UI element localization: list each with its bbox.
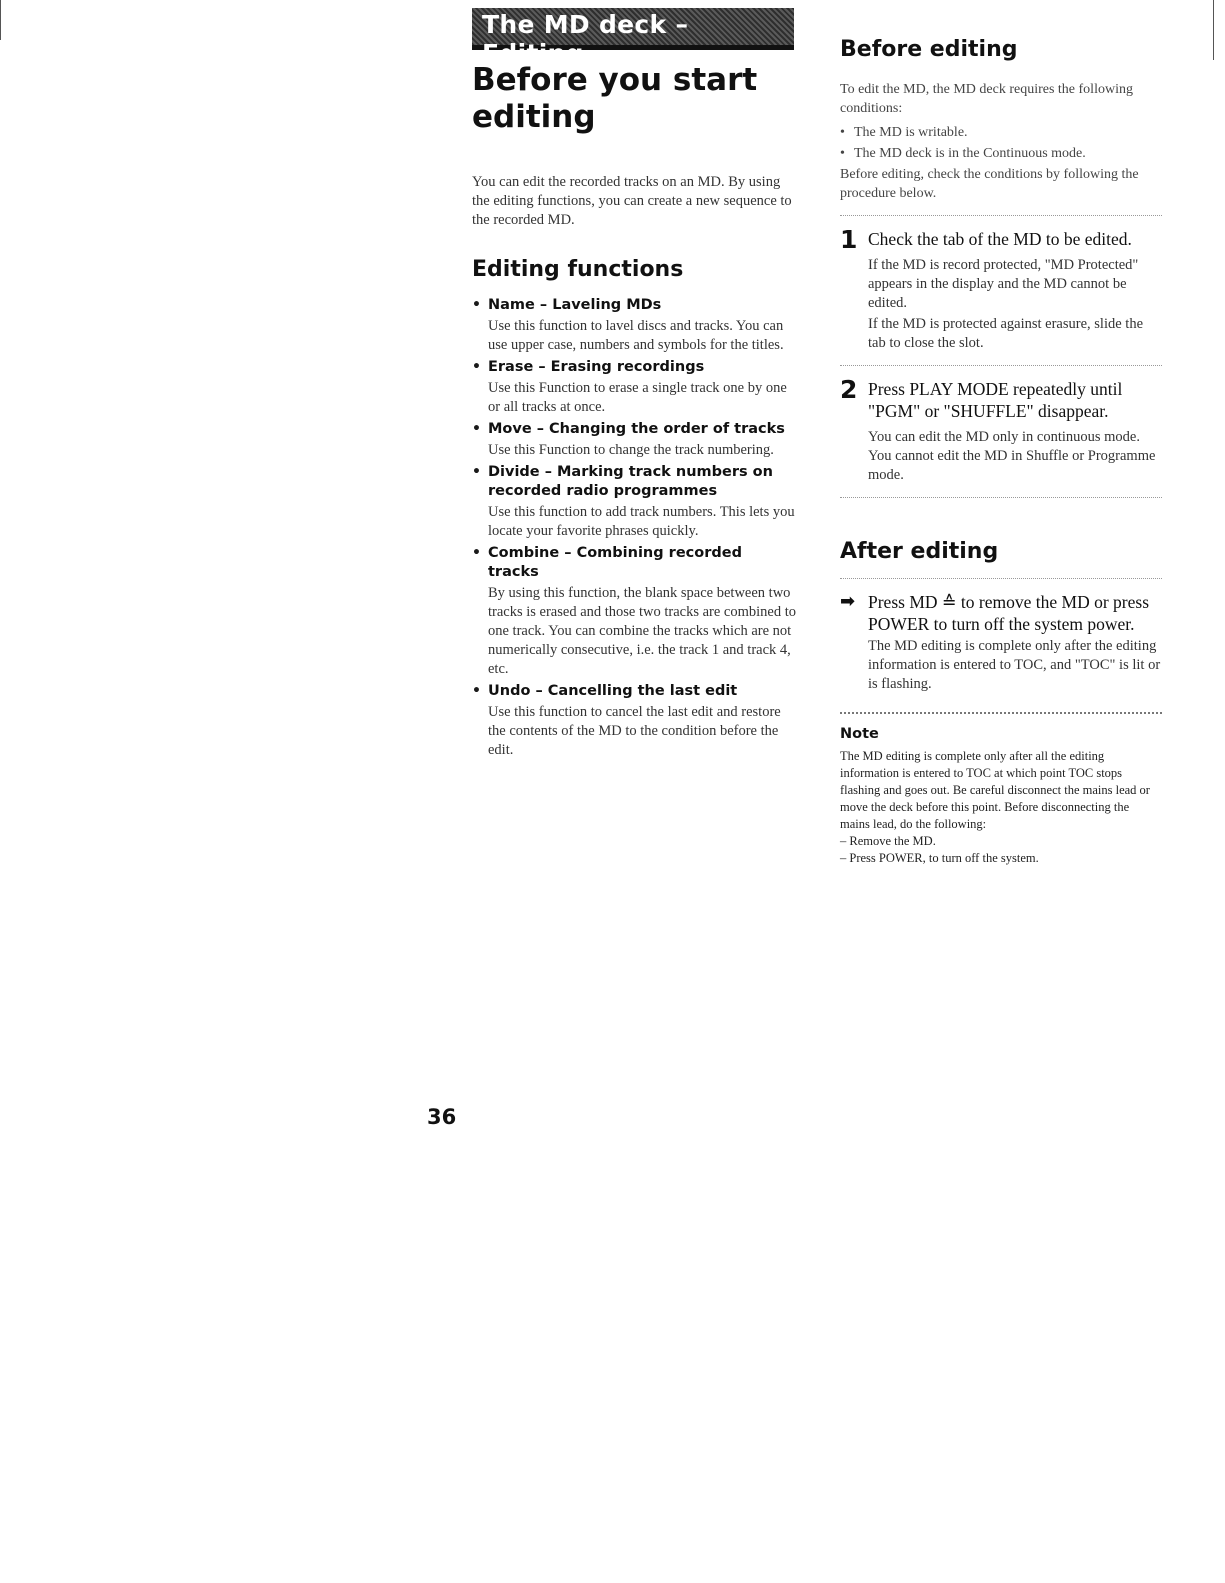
page-number: 36 [427,1105,457,1129]
divider [840,215,1162,216]
bullet-icon: • [840,125,845,140]
function-description: By using this function, the blank space between two tracks is erased and those two tracks are combined to one track. You can combine the tracks which are not numerically consecutive, i.e. the track 1 and track 4, etc. [488,585,797,677]
function-title: Erase – Erasing recordings [488,359,705,375]
after-editing-step [840,591,1162,694]
function-title: Divide – Marking track numbers on recorded radio programmes [488,464,773,499]
function-title: Undo – Cancelling the last edit [488,683,738,699]
step-number: 2 [840,375,858,404]
conditions-list [840,122,1162,164]
step-title: Press PLAY MODE repeatedly until "PGM" or "SHUFFLE" disappear. [868,379,1123,421]
bullet-icon: • [840,146,845,161]
function-description: Use this function to cancel the last edit and restore the contents of the MD to the condition before the edit. [488,704,781,758]
function-item-move [472,420,797,460]
function-item-combine [472,544,797,679]
check-conditions-note: Before editing, check the conditions by following the procedure below. [840,167,1139,201]
scan-edge [0,0,1,40]
step-title: Check the tab of the MD to be edited. [868,229,1132,249]
bullet-icon: • [472,464,481,480]
function-title: Move – Changing the order of tracks [488,421,785,437]
bullet-icon: • [472,545,481,561]
intro-paragraph: You can edit the recorded tracks on an MD. By using the editing functions, you can create a new sequence to the recorded MD. [472,174,792,228]
function-description: Use this Function to change the track numbering. [488,442,774,458]
editing-functions-list [472,296,797,760]
step-description: You can edit the MD only in continuous mode. You cannot edit the MD in Shuffle or Programme mode. [868,429,1156,483]
function-description: Use this function to lavel discs and tracks. You can use upper case, numbers and symbols for the titles. [488,318,784,353]
function-item-undo [472,682,797,760]
right-column [840,36,1162,867]
step-1 [840,225,1162,353]
step-title: Press MD ≙ to remove the MD or press POWER to turn off the system power. [868,592,1150,634]
page-title: Before you start editing [472,62,758,135]
bullet-icon: • [472,297,481,313]
before-editing-heading: Before editing [840,37,1018,62]
bullet-icon: • [472,683,481,699]
note-heading: Note [840,726,879,742]
bullet-icon: • [472,359,481,375]
divider [840,497,1162,498]
divider [840,712,1162,714]
condition-item: • The MD deck is in the Continuous mode. [840,143,1162,164]
note-line: – Remove the MD. [840,834,936,848]
function-description: Use this function to add track numbers. This lets you locate your favorite phrases quickly. [488,504,795,539]
divider [840,365,1162,366]
note-text: The MD editing is complete only after all the editing information is entered to TOC at which point TOC stops flashing and goes out. Be careful disconnect the mains lead or move the deck before this point. Before disconnecting the mains lead, do the following: [840,749,1150,831]
note-line: – Press POWER, to turn off the system. [840,851,1039,865]
left-column [472,8,797,763]
step-description: If the MD is record protected, "MD Protected" appears in the display and the MD cannot be edited. [868,257,1139,311]
step-description: If the MD is protected against erasure, slide the tab to close the slot. [868,316,1144,351]
scan-edge [1213,0,1214,60]
function-item-divide [472,463,797,541]
bullet-icon: • [472,421,481,437]
function-description: Use this Function to erase a single track one by one or all tracks at once. [488,380,787,415]
conditions-intro: To edit the MD, the MD deck requires the following conditions: [840,82,1133,116]
condition-item: • The MD is writable. [840,122,1162,143]
step-description: The MD editing is complete only after the editing information is entered to TOC, and "TOC" is lit or is flashing. [868,638,1161,692]
function-title: Combine – Combining recorded tracks [488,545,742,580]
section-banner: The MD deck – Editing [472,8,794,50]
editing-functions-heading: Editing functions [472,257,684,282]
step-2 [840,375,1162,485]
arrow-right-icon: ➡ [840,591,856,612]
divider [840,578,1162,579]
step-number: 1 [840,225,858,254]
function-item-erase [472,358,797,417]
function-item-name [472,296,797,355]
function-title: Name – Laveling MDs [488,297,662,313]
after-editing-heading: After editing [840,539,999,564]
